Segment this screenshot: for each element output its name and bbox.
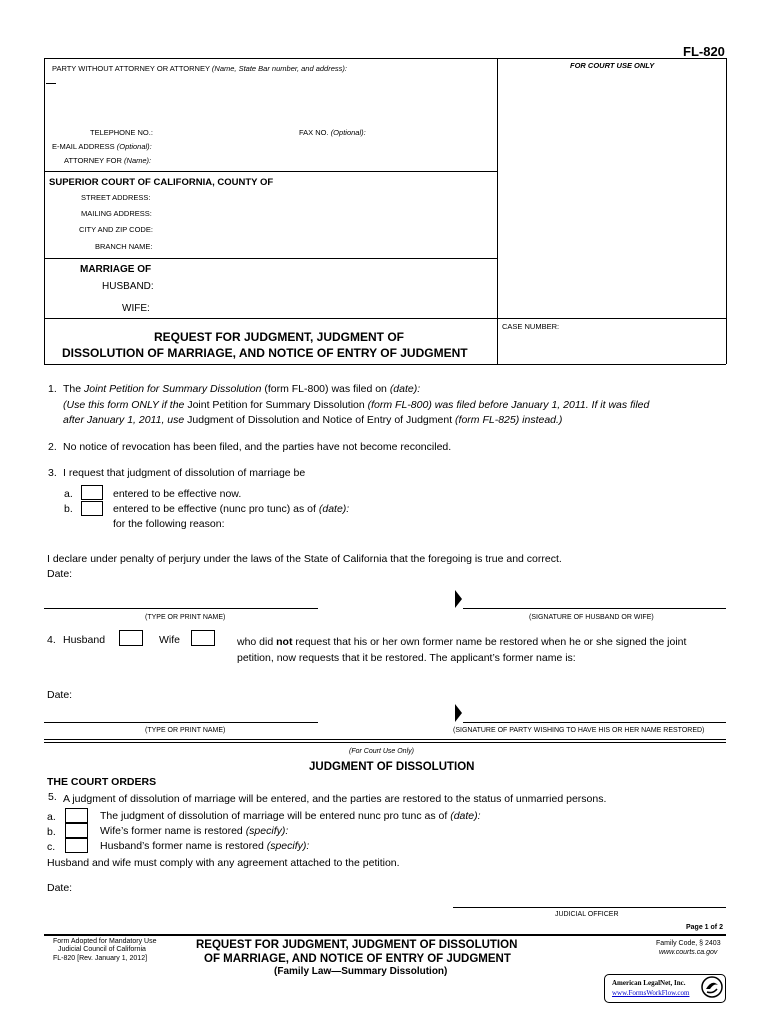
footer-rule <box>44 934 726 936</box>
item4-text-line1: who did not request that his or her own former name be restored when he or she signed the joint <box>237 636 687 648</box>
item5-num: 5. <box>48 791 57 803</box>
footer-subtitle: (Family Law—Summary Dissolution) <box>274 966 448 977</box>
footer-adopted-3: FL-820 [Rev. January 1, 2012] <box>53 955 148 962</box>
item1-line2: (Use this form ONLY if the Joint Petition for Summary Dissolution (form FL-800) was filed before January 1, 2011. If it was filed <box>63 399 650 411</box>
print-name-line-2[interactable] <box>44 722 318 723</box>
type-print-name-2: (TYPE OR PRINT NAME) <box>145 727 226 734</box>
item1-num: 1. <box>48 383 57 395</box>
item5b-label: b. <box>47 826 56 838</box>
page-number: Page 1 of 2 <box>686 924 723 931</box>
item4-husband-checkbox[interactable] <box>119 630 143 646</box>
header-top-rule <box>44 58 726 59</box>
marriage-of-label: MARRIAGE OF <box>80 264 152 275</box>
court-bottom-rule <box>44 258 497 259</box>
signature-arrow-2 <box>455 704 462 722</box>
court-use-only-note: (For Court Use Only) <box>349 748 414 755</box>
signature-line-2[interactable] <box>463 722 726 723</box>
item4-husband-label: Husband <box>63 634 106 646</box>
signature-husband-wife-label: (SIGNATURE OF HUSBAND OR WIFE) <box>529 614 654 621</box>
item5b-text: Wife’s former name is restored (specify): <box>100 825 289 837</box>
husband-label: HUSBAND: <box>102 281 154 292</box>
signature-line-1[interactable] <box>463 608 726 609</box>
header-right-edge <box>726 58 727 364</box>
item3b-label: b. <box>64 503 73 515</box>
item3b-checkbox[interactable] <box>81 501 103 516</box>
court-use-only-label: FOR COURT USE ONLY <box>570 61 655 70</box>
item4-text-line2: petition, now requests that it be restored. The applicant’s former name is: <box>237 652 576 664</box>
item1-line3: after January 1, 2011, use Judgment of Dissolution and Notice of Entry of Judgment (form FL-825) instead.) <box>63 414 563 426</box>
type-print-name-1: (TYPE OR PRINT NAME) <box>145 614 226 621</box>
footer-adopted-2: Judicial Council of California <box>58 946 146 953</box>
item5c-label: c. <box>47 841 56 853</box>
court-title: SUPERIOR COURT OF CALIFORNIA, COUNTY OF <box>49 177 274 188</box>
item5b-checkbox[interactable] <box>65 823 88 838</box>
footer-title-1: REQUEST FOR JUDGMENT, JUDGMENT OF DISSOLUTION <box>196 939 518 951</box>
date-label-1: Date: <box>47 568 73 580</box>
footer-adopted-1: Form Adopted for Mandatory Use <box>53 938 157 945</box>
footer-website: www.courts.ca.gov <box>659 949 718 956</box>
signature-party-restored-label: (SIGNATURE OF PARTY WISHING TO HAVE HIS OR HER NAME RESTORED) <box>453 727 705 734</box>
form-title-line2: DISSOLUTION OF MARRIAGE, AND NOTICE OF ENTRY OF JUDGMENT <box>62 346 468 360</box>
footer-family-code: Family Code, § 2403 <box>656 940 721 947</box>
item5a-label: a. <box>47 811 56 823</box>
case-number-label: CASE NUMBER: <box>502 322 560 331</box>
item2-text: No notice of revocation has been filed, and the parties have not become reconciled. <box>63 441 452 453</box>
item3a-text: entered to be effective now. <box>113 488 242 500</box>
date-label-2: Date: <box>47 689 73 701</box>
item3-num: 3. <box>48 467 57 479</box>
judicial-officer-label: JUDICIAL OFFICER <box>555 911 619 918</box>
legalnet-name: American LegalNet, Inc. <box>612 979 686 987</box>
item3a-label: a. <box>64 488 73 500</box>
form-number: FL-820 <box>683 44 725 59</box>
form-title-line1: REQUEST FOR JUDGMENT, JUDGMENT OF <box>154 330 405 344</box>
item5-text: A judgment of dissolution of marriage will be entered, and the parties are restored to the status of unmarried persons. <box>63 793 607 805</box>
signature-arrow-1 <box>455 590 462 608</box>
judicial-officer-line[interactable] <box>453 907 726 908</box>
party-label: PARTY WITHOUT ATTORNEY OR ATTORNEY (Name, State Bar number, and address): <box>52 64 347 73</box>
street-address-label: STREET ADDRESS: <box>81 193 151 202</box>
item5a-text: The judgment of dissolution of marriage will be entered nunc pro tunc as of (date): <box>100 810 481 822</box>
branch-name-label: BRANCH NAME: <box>95 242 153 251</box>
party-name-field[interactable] <box>46 83 56 84</box>
attorney-bottom-rule <box>44 171 497 172</box>
item3-text: I request that judgment of dissolution of marriage be <box>63 467 306 479</box>
court-orders-heading: THE COURT ORDERS <box>47 776 157 788</box>
judgment-title: JUDGMENT OF DISSOLUTION <box>309 761 475 773</box>
parties-bottom-rule <box>44 318 726 319</box>
email-label: E-MAIL ADDRESS (Optional): <box>52 142 152 151</box>
item3b-text: entered to be effective (nunc pro tunc) as of (date): <box>113 503 350 515</box>
item5c-checkbox[interactable] <box>65 838 88 853</box>
section-divider-bottom <box>44 742 726 743</box>
attorney-for-label: ATTORNEY FOR (Name): <box>64 156 152 165</box>
item4-num: 4. <box>47 634 56 646</box>
comply-text: Husband and wife must comply with any agreement attached to the petition. <box>47 857 400 869</box>
item5a-checkbox[interactable] <box>65 808 88 823</box>
item3a-checkbox[interactable] <box>81 485 103 500</box>
item4-wife-label: Wife <box>159 634 180 646</box>
mailing-address-label: MAILING ADDRESS: <box>81 209 152 218</box>
title-bottom-rule <box>44 364 726 365</box>
section-divider-top <box>44 739 726 740</box>
item3b-reason: for the following reason: <box>113 518 225 530</box>
item2-num: 2. <box>48 441 57 453</box>
fax-label: FAX NO. (Optional): <box>299 128 366 137</box>
item1-line1: The Joint Petition for Summary Dissolution (form FL-800) was filed on (date): <box>63 383 421 395</box>
legalnet-link[interactable]: www.FormsWorkFlow.com <box>612 989 690 997</box>
city-zip-label: CITY AND ZIP CODE: <box>79 225 153 234</box>
print-name-line-1[interactable] <box>44 608 318 609</box>
footer-title-2: OF MARRIAGE, AND NOTICE OF ENTRY OF JUDGMENT <box>204 953 511 965</box>
date-label-3: Date: <box>47 882 73 894</box>
item4-wife-checkbox[interactable] <box>191 630 215 646</box>
declaration-text: I declare under penalty of perjury under the laws of the State of California that the foregoing is true and correct. <box>47 553 562 565</box>
item5c-text: Husband’s former name is restored (specify): <box>100 840 310 852</box>
telephone-label: TELEPHONE NO.: <box>90 128 153 137</box>
legalnet-logo-icon <box>701 976 723 1003</box>
wife-label: WIFE: <box>122 303 150 314</box>
